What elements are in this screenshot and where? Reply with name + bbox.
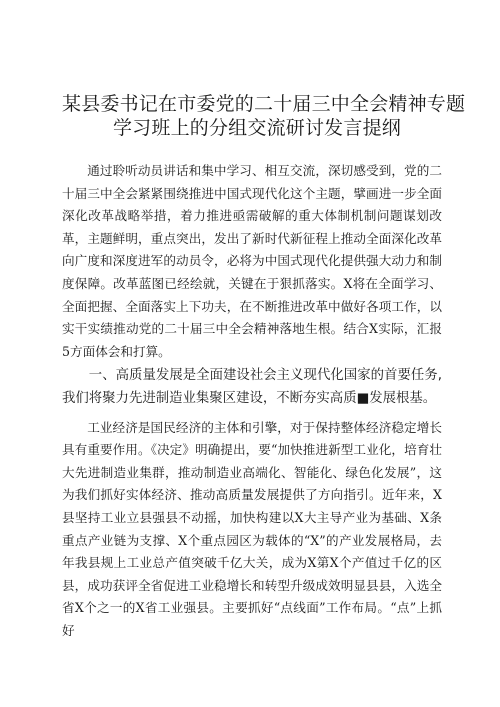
title-line-2: 学习班上的分组交流研讨发言提纲: [112, 117, 401, 139]
intro-paragraph: 通过聆听动员讲话和集中学习、相互交流，深切感受到，党的二十届三中全会紧紧围绕推进中国式现代化这个主题，擘画进一步全面深化改革战略举措，着力推进亟需破解的重大体制机制问题谋划改革，主题鲜明，重点突出，发出了新时代新征程上推动全面深化改革向广度和深度进军的动员令，必将为中国式现代化提供强大动力和制度保障。改革蓝图已经绘就，关键在于狠抓落实。X将在全面学习、全面把握、全面落实上下功夫，在不断推进改革中做好各项工作，以实干实绩推动党的二十届三中全会精神落地生根。结合X实际，汇报5方面体会和打算。: [62, 163, 442, 359]
section-1-paragraph: 工业经济是国民经济的主体和引擎，对于保持整体经济稳定增长具有重要作用。《决定》明确提出，要“加快推进新型工业化，培育壮大先进制造业集群，推动制造业高端化、智能化、绿色化发展”，这为我们抓好实体经济、推动高质量发展提供了方向指引。近年来，X县坚持工业立县强县不动摇，加快构建以X大主导产业为基础、X条重点产业链为支撑、X个重点园区为载体的“X”的产业发展格局，去年我县规上工业总产值突破千亿大关，成为X第X个产值过千亿的区县，成功获评全省促进工业稳增长和转型升级成效明显县县，入选全省X个之一的X省工业强县。主要抓好“点线面”工作布局。“点”上抓好: [62, 419, 442, 638]
document-title: [62, 92, 466, 140]
section-1-heading: 一、高质量发展是全面建设社会主义现代化国家的首要任务,我们将聚力先进制造业集聚区建设，不断夯实高质■发展根基。: [62, 368, 442, 406]
title-line-1: 某县委书记在市委党的二十届三中全会精神专题: [62, 93, 466, 115]
